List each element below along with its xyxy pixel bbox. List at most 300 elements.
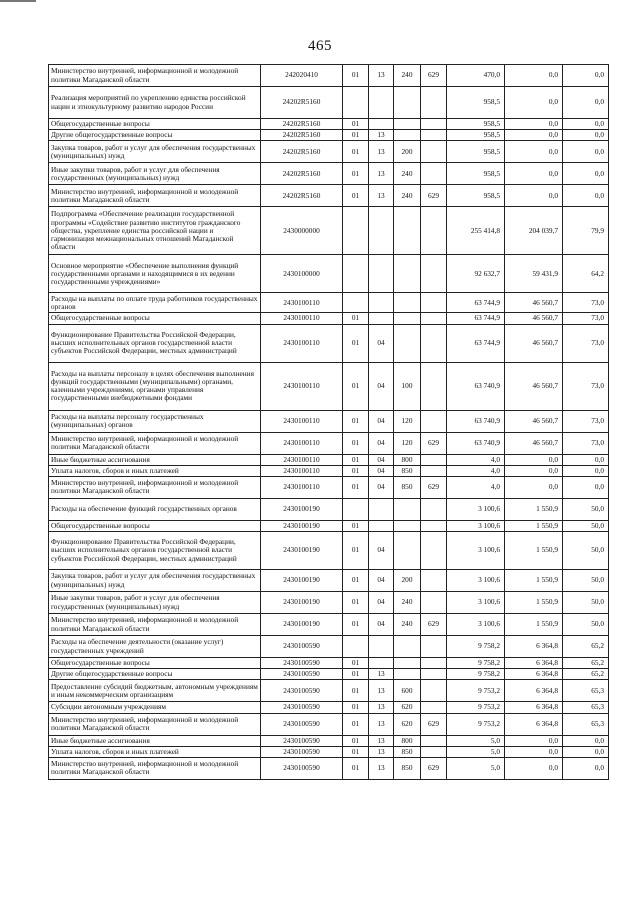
cell-pct: 0,0 [563, 735, 609, 746]
table-row [49, 658, 609, 669]
cell-sec [343, 87, 369, 119]
cell-code: 2430100190 [261, 520, 343, 531]
cell-sub: 13 [369, 713, 394, 735]
cell-pct: 50,0 [563, 532, 609, 570]
cell-grbs: 629 [421, 757, 447, 779]
cell-fact: 0,0 [505, 87, 563, 119]
cell-grbs [421, 592, 447, 614]
cell-sub: 13 [369, 130, 394, 141]
table-row [49, 520, 609, 531]
cell-sub: 13 [369, 163, 394, 185]
cell-code: 2430100110 [261, 465, 343, 476]
cell-sec: 01 [343, 746, 369, 757]
cell-fact: 0,0 [505, 185, 563, 207]
cell-fact: 0,0 [505, 465, 563, 476]
cell-name: Расходы на обеспечение функций государственных органов [49, 498, 261, 520]
cell-vr: 200 [394, 141, 421, 163]
cell-sub: 04 [369, 592, 394, 614]
cell-code: 2430100590 [261, 713, 343, 735]
cell-fact: 46 560,7 [505, 324, 563, 362]
cell-plan: 3 100,6 [447, 614, 505, 636]
cell-pct: 73,0 [563, 293, 609, 313]
table-row [49, 757, 609, 779]
cell-pct: 0,0 [563, 185, 609, 207]
cell-fact: 0,0 [505, 163, 563, 185]
cell-code: 2430100110 [261, 362, 343, 410]
cell-plan: 9 753,2 [447, 680, 505, 702]
cell-vr: 200 [394, 570, 421, 592]
cell-grbs [421, 465, 447, 476]
cell-sec: 01 [343, 324, 369, 362]
cell-fact: 6 364,8 [505, 669, 563, 680]
cell-vr: 240 [394, 614, 421, 636]
cell-fact: 0,0 [505, 65, 563, 87]
cell-plan: 5,0 [447, 757, 505, 779]
cell-sub: 04 [369, 362, 394, 410]
cell-sub: 13 [369, 702, 394, 713]
cell-sec: 01 [343, 454, 369, 465]
cell-pct: 50,0 [563, 614, 609, 636]
cell-plan: 9 753,2 [447, 702, 505, 713]
cell-vr: 800 [394, 454, 421, 465]
cell-vr [394, 313, 421, 324]
cell-sub [369, 520, 394, 531]
cell-sec: 01 [343, 141, 369, 163]
cell-sec: 01 [343, 362, 369, 410]
cell-code: 24202R5160 [261, 185, 343, 207]
cell-fact: 6 364,8 [505, 636, 563, 658]
cell-name: Иные закупки товаров, работ и услуг для обеспечения государственных (муниципальных) нужд [49, 163, 261, 185]
cell-code: 2430100190 [261, 592, 343, 614]
cell-code: 2430100590 [261, 669, 343, 680]
cell-fact: 1 550,9 [505, 520, 563, 531]
cell-code: 2430100590 [261, 702, 343, 713]
cell-fact: 6 364,8 [505, 702, 563, 713]
cell-pct: 0,0 [563, 476, 609, 498]
cell-grbs [421, 207, 447, 255]
cell-vr [394, 87, 421, 119]
cell-fact: 0,0 [505, 454, 563, 465]
cell-grbs [421, 130, 447, 141]
cell-fact: 0,0 [505, 735, 563, 746]
cell-vr [394, 669, 421, 680]
cell-name: Закупка товаров, работ и услуг для обеспечения государственных (муниципальных) нужд [49, 141, 261, 163]
cell-plan: 9 758,2 [447, 658, 505, 669]
table-row [49, 669, 609, 680]
cell-pct: 0,0 [563, 746, 609, 757]
cell-pct: 65,3 [563, 702, 609, 713]
cell-sec: 01 [343, 658, 369, 669]
cell-sec: 01 [343, 520, 369, 531]
cell-fact: 204 039,7 [505, 207, 563, 255]
cell-grbs [421, 255, 447, 293]
cell-plan: 63 744,9 [447, 293, 505, 313]
cell-sub: 04 [369, 465, 394, 476]
cell-pct: 0,0 [563, 119, 609, 130]
cell-name: Подпрограмма «Обеспечение реализации государственной программы «Содействие развитию институтов гражданского общества, укрепление единства российской нации и гармонизация межнациональных отношений Магаданской области [49, 207, 261, 255]
cell-grbs [421, 362, 447, 410]
table-row [49, 207, 609, 255]
table-row [49, 592, 609, 614]
cell-plan: 958,5 [447, 130, 505, 141]
cell-code: 2430100110 [261, 410, 343, 432]
cell-sec: 01 [343, 410, 369, 432]
cell-grbs [421, 658, 447, 669]
cell-code: 242020410 [261, 65, 343, 87]
cell-grbs: 629 [421, 614, 447, 636]
cell-name: Уплата налогов, сборов и иных платежей [49, 746, 261, 757]
cell-grbs [421, 454, 447, 465]
cell-pct: 0,0 [563, 141, 609, 163]
cell-sec: 01 [343, 432, 369, 454]
cell-sec [343, 293, 369, 313]
cell-name: Уплата налогов, сборов и иных платежей [49, 465, 261, 476]
cell-sec [343, 498, 369, 520]
cell-name: Иные бюджетные ассигнования [49, 735, 261, 746]
cell-sub [369, 207, 394, 255]
cell-plan: 958,5 [447, 141, 505, 163]
cell-fact: 0,0 [505, 130, 563, 141]
cell-sec [343, 636, 369, 658]
cell-code: 2430100590 [261, 658, 343, 669]
cell-sec: 01 [343, 476, 369, 498]
cell-pct: 50,0 [563, 520, 609, 531]
cell-fact: 46 560,7 [505, 362, 563, 410]
cell-fact: 1 550,9 [505, 592, 563, 614]
cell-name: Предоставление субсидий бюджетным, автономным учреждениям и иным некоммерческим организациям [49, 680, 261, 702]
cell-grbs: 629 [421, 713, 447, 735]
cell-plan: 958,5 [447, 87, 505, 119]
cell-name: Министерство внутренней, информационной и молодежной политики Магаданской области [49, 614, 261, 636]
table-row [49, 130, 609, 141]
cell-code: 2430100590 [261, 735, 343, 746]
cell-name: Функционирование Правительства Российской Федерации, высших исполнительных органов государственной власти субъектов Российской Федерации, местных администраций [49, 532, 261, 570]
cell-grbs [421, 702, 447, 713]
cell-code: 2430100110 [261, 324, 343, 362]
cell-pct: 65,2 [563, 658, 609, 669]
cell-name: Закупка товаров, работ и услуг для обеспечения государственных (муниципальных) нужд [49, 570, 261, 592]
cell-pct: 73,0 [563, 432, 609, 454]
cell-sub: 13 [369, 680, 394, 702]
cell-name: Расходы на выплаты персоналу государственных (муниципальных) органов [49, 410, 261, 432]
cell-name: Общегосударственные вопросы [49, 313, 261, 324]
cell-pct: 65,3 [563, 713, 609, 735]
cell-vr: 620 [394, 702, 421, 713]
cell-sub: 13 [369, 141, 394, 163]
budget-table [48, 64, 609, 780]
cell-code: 24202R5160 [261, 163, 343, 185]
cell-grbs [421, 636, 447, 658]
cell-code: 2430100190 [261, 532, 343, 570]
cell-sec: 01 [343, 313, 369, 324]
table-row [49, 324, 609, 362]
cell-code: 2430100190 [261, 498, 343, 520]
cell-name: Другие общегосударственные вопросы [49, 130, 261, 141]
cell-code: 2430000000 [261, 207, 343, 255]
cell-vr: 850 [394, 465, 421, 476]
cell-grbs [421, 87, 447, 119]
cell-fact: 46 560,7 [505, 410, 563, 432]
cell-name: Основное мероприятие «Обеспечение выполнения функций государственными органами и находящимися в их ведении государственными учреждениями» [49, 255, 261, 293]
cell-grbs [421, 498, 447, 520]
cell-code: 2430100190 [261, 570, 343, 592]
cell-sub: 13 [369, 735, 394, 746]
cell-sub: 04 [369, 614, 394, 636]
cell-pct: 73,0 [563, 313, 609, 324]
cell-plan: 4,0 [447, 454, 505, 465]
cell-grbs [421, 324, 447, 362]
table-row [49, 532, 609, 570]
cell-code: 2430100590 [261, 680, 343, 702]
cell-sec: 01 [343, 592, 369, 614]
cell-vr: 240 [394, 163, 421, 185]
cell-fact: 59 431,9 [505, 255, 563, 293]
cell-sec: 01 [343, 465, 369, 476]
cell-vr: 850 [394, 746, 421, 757]
cell-vr [394, 658, 421, 669]
cell-plan: 92 632,7 [447, 255, 505, 293]
cell-code: 2430100590 [261, 636, 343, 658]
cell-sec [343, 255, 369, 293]
cell-vr: 850 [394, 476, 421, 498]
cell-sec: 01 [343, 702, 369, 713]
cell-sub [369, 636, 394, 658]
cell-sub: 13 [369, 185, 394, 207]
cell-vr: 240 [394, 65, 421, 87]
cell-plan: 958,5 [447, 185, 505, 207]
cell-grbs [421, 313, 447, 324]
cell-sub [369, 658, 394, 669]
cell-name: Иные закупки товаров, работ и услуг для обеспечения государственных (муниципальных) нужд [49, 592, 261, 614]
cell-code: 24202R5160 [261, 130, 343, 141]
cell-vr [394, 293, 421, 313]
cell-sub: 04 [369, 410, 394, 432]
table-row [49, 476, 609, 498]
table-row [49, 702, 609, 713]
cell-pct: 79,9 [563, 207, 609, 255]
cell-sec: 01 [343, 757, 369, 779]
cell-plan: 5,0 [447, 746, 505, 757]
cell-code: 24202R5160 [261, 141, 343, 163]
cell-code: 2430100110 [261, 293, 343, 313]
cell-pct: 65,2 [563, 669, 609, 680]
cell-name: Функционирование Правительства Российской Федерации, высших исполнительных органов государственной власти субъектов Российской Федерации, местных администраций [49, 324, 261, 362]
cell-sec: 01 [343, 614, 369, 636]
table-row [49, 362, 609, 410]
table-row [49, 255, 609, 293]
cell-code: 2430100110 [261, 432, 343, 454]
cell-fact: 1 550,9 [505, 614, 563, 636]
cell-fact: 46 560,7 [505, 432, 563, 454]
cell-sub: 04 [369, 432, 394, 454]
cell-plan: 255 414,8 [447, 207, 505, 255]
cell-fact: 46 560,7 [505, 293, 563, 313]
cell-vr [394, 207, 421, 255]
cell-vr: 100 [394, 362, 421, 410]
cell-pct: 50,0 [563, 498, 609, 520]
cell-sub: 04 [369, 570, 394, 592]
table-row [49, 570, 609, 592]
cell-name: Министерство внутренней, информационной и молодежной политики Магаданской области [49, 432, 261, 454]
table-row [49, 746, 609, 757]
cell-fact: 1 550,9 [505, 532, 563, 570]
cell-pct: 73,0 [563, 410, 609, 432]
cell-name: Реализация мероприятий по укреплению единства российской нации и этнокультурному развитию народов России [49, 87, 261, 119]
cell-sub: 04 [369, 324, 394, 362]
cell-pct: 0,0 [563, 465, 609, 476]
cell-sub [369, 293, 394, 313]
cell-name: Субсидии автономным учреждениям [49, 702, 261, 713]
cell-sub: 13 [369, 757, 394, 779]
table-row [49, 87, 609, 119]
cell-plan: 9 753,2 [447, 713, 505, 735]
cell-plan: 3 100,6 [447, 520, 505, 531]
cell-sec: 01 [343, 532, 369, 570]
cell-grbs: 629 [421, 432, 447, 454]
cell-code: 2430100110 [261, 454, 343, 465]
cell-grbs [421, 410, 447, 432]
cell-fact: 0,0 [505, 141, 563, 163]
cell-vr [394, 498, 421, 520]
cell-sub: 04 [369, 476, 394, 498]
table-row [49, 185, 609, 207]
scan-corner-mark [0, 0, 36, 2]
table-row [49, 636, 609, 658]
cell-grbs [421, 163, 447, 185]
cell-fact: 6 364,8 [505, 680, 563, 702]
cell-name: Общегосударственные вопросы [49, 520, 261, 531]
table-row [49, 119, 609, 130]
budget-table-body [49, 65, 609, 780]
table-row [49, 735, 609, 746]
cell-vr [394, 130, 421, 141]
cell-plan: 4,0 [447, 476, 505, 498]
cell-code: 2430100000 [261, 255, 343, 293]
cell-code: 2430100110 [261, 476, 343, 498]
cell-pct: 50,0 [563, 570, 609, 592]
cell-plan: 63 740,9 [447, 410, 505, 432]
cell-pct: 0,0 [563, 65, 609, 87]
table-row [49, 614, 609, 636]
cell-grbs [421, 141, 447, 163]
cell-fact: 0,0 [505, 476, 563, 498]
cell-plan: 63 740,9 [447, 362, 505, 410]
cell-vr [394, 324, 421, 362]
cell-plan: 958,5 [447, 119, 505, 130]
cell-sec: 01 [343, 680, 369, 702]
cell-vr: 120 [394, 410, 421, 432]
cell-pct: 65,2 [563, 636, 609, 658]
cell-plan: 5,0 [447, 735, 505, 746]
cell-vr [394, 119, 421, 130]
cell-sub: 04 [369, 532, 394, 570]
table-row [49, 465, 609, 476]
table-row [49, 65, 609, 87]
cell-name: Министерство внутренней, информационной и молодежной политики Магаданской области [49, 757, 261, 779]
cell-grbs [421, 119, 447, 130]
cell-name: Иные бюджетные ассигнования [49, 454, 261, 465]
cell-grbs: 629 [421, 185, 447, 207]
cell-fact: 0,0 [505, 119, 563, 130]
cell-sec: 01 [343, 119, 369, 130]
cell-grbs: 629 [421, 476, 447, 498]
cell-vr: 240 [394, 185, 421, 207]
cell-fact: 1 550,9 [505, 498, 563, 520]
cell-grbs [421, 735, 447, 746]
cell-pct: 0,0 [563, 163, 609, 185]
cell-plan: 3 100,6 [447, 592, 505, 614]
cell-grbs [421, 669, 447, 680]
page-number: 465 [308, 38, 332, 54]
cell-grbs [421, 532, 447, 570]
cell-sec: 01 [343, 185, 369, 207]
table-row [49, 432, 609, 454]
cell-vr [394, 255, 421, 293]
cell-fact: 0,0 [505, 757, 563, 779]
table-row [49, 454, 609, 465]
cell-plan: 63 744,9 [447, 324, 505, 362]
cell-vr: 120 [394, 432, 421, 454]
cell-plan: 9 758,2 [447, 636, 505, 658]
cell-sec: 01 [343, 130, 369, 141]
cell-pct: 0,0 [563, 87, 609, 119]
table-row [49, 141, 609, 163]
cell-code: 24202R5160 [261, 119, 343, 130]
cell-grbs [421, 746, 447, 757]
cell-name: Общегосударственные вопросы [49, 119, 261, 130]
cell-pct: 73,0 [563, 324, 609, 362]
cell-plan: 3 100,6 [447, 532, 505, 570]
table-row [49, 293, 609, 313]
cell-vr: 620 [394, 713, 421, 735]
cell-pct: 50,0 [563, 592, 609, 614]
table-row [49, 313, 609, 324]
cell-sec: 01 [343, 713, 369, 735]
cell-fact: 0,0 [505, 746, 563, 757]
cell-sub [369, 255, 394, 293]
cell-sec: 01 [343, 669, 369, 680]
cell-vr [394, 520, 421, 531]
cell-sub: 13 [369, 669, 394, 680]
cell-sub [369, 313, 394, 324]
cell-sec: 01 [343, 735, 369, 746]
table-row [49, 713, 609, 735]
cell-sub [369, 498, 394, 520]
cell-fact: 6 364,8 [505, 713, 563, 735]
cell-name: Общегосударственные вопросы [49, 658, 261, 669]
cell-sec: 01 [343, 65, 369, 87]
cell-sub: 04 [369, 454, 394, 465]
table-row [49, 410, 609, 432]
cell-plan: 9 758,2 [447, 669, 505, 680]
cell-fact: 6 364,8 [505, 658, 563, 669]
table-row [49, 163, 609, 185]
cell-fact: 46 560,7 [505, 313, 563, 324]
cell-sub [369, 119, 394, 130]
cell-vr [394, 532, 421, 570]
cell-name: Министерство внутренней, информационной и молодежной политики Магаданской области [49, 65, 261, 87]
cell-sub: 13 [369, 65, 394, 87]
cell-plan: 470,0 [447, 65, 505, 87]
cell-sub: 13 [369, 746, 394, 757]
cell-plan: 3 100,6 [447, 570, 505, 592]
cell-code: 2430100590 [261, 746, 343, 757]
cell-pct: 0,0 [563, 130, 609, 141]
cell-pct: 65,3 [563, 680, 609, 702]
cell-pct: 0,0 [563, 757, 609, 779]
cell-pct: 73,0 [563, 362, 609, 410]
cell-sec: 01 [343, 163, 369, 185]
